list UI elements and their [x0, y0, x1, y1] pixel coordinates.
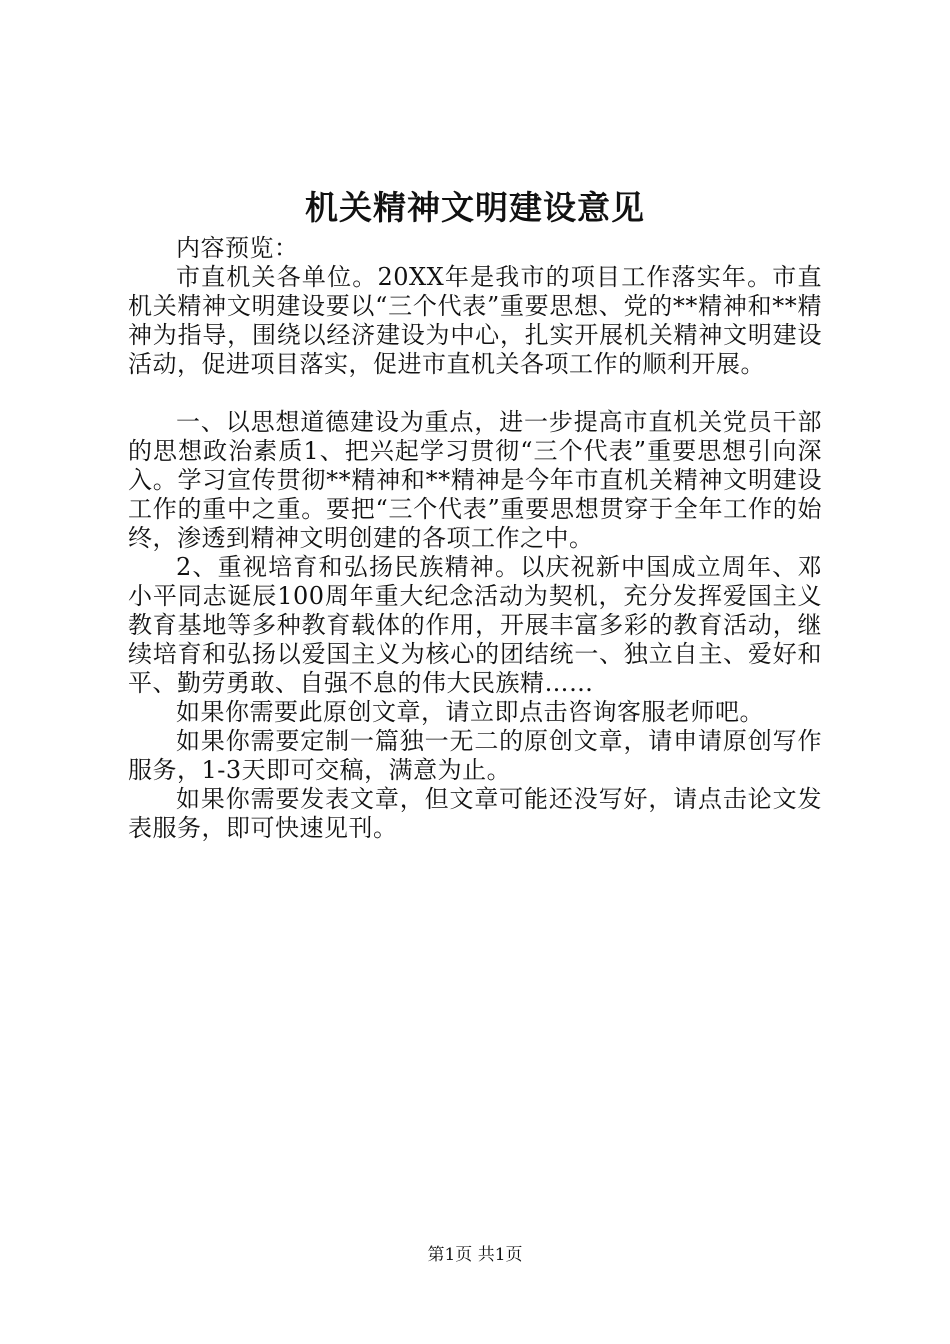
- paragraph-publishing-service: 如果你需要发表文章，但文章可能还没写好，请点击论文发表服务，即可快速见刊。: [128, 785, 822, 842]
- page-footer: 第1页 共1页: [427, 1245, 523, 1265]
- paragraph-contact-service: 如果你需要此原创文章，请立即点击咨询客服老师吧。: [176, 698, 764, 726]
- paragraph-section-one: 一、以思想道德建设为重点，进一步提高市直机关党员干部的思想政治素质1、把兴起学习贯彻“三个代表”重要思想引向深入。学习宣传贯彻**精神和**精神是今年市直机关精神文明建设工作的重中之重。要把“三个代表”重要思想贯穿于全年工作的始终，渗透到精神文明创建的各项工作之中。: [128, 408, 822, 552]
- paragraph-intro: 市直机关各单位。20XX年是我市的项目工作落实年。市直机关精神文明建设要以“三个代表”重要思想、党的**精神和**精神为指导，围绕以经济建设为中心，扎实开展机关精神文明建设活动，促进项目落实，促进市直机关各项工作的顺利开展。: [128, 263, 822, 378]
- paragraph-section-two: 2、重视培育和弘扬民族精神。以庆祝新中国成立周年、邓小平同志诞辰100周年重大纪念活动为契机，充分发挥爱国主义教育基地等多种教育载体的作用，开展丰富多彩的教育活动，继续培育和弘扬以爱国主义为核心的团结统一、独立自主、爱好和平、勤劳勇敢、自强不息的伟大民族精……: [128, 553, 822, 697]
- document-title: 机关精神文明建设意见: [305, 188, 645, 227]
- document-body: [128, 234, 822, 843]
- preview-label: 内容预览：: [176, 234, 299, 262]
- paragraph-custom-writing: 如果你需要定制一篇独一无二的原创文章，请申请原创写作服务，1-3天即可交稿，满意为止。: [128, 727, 822, 784]
